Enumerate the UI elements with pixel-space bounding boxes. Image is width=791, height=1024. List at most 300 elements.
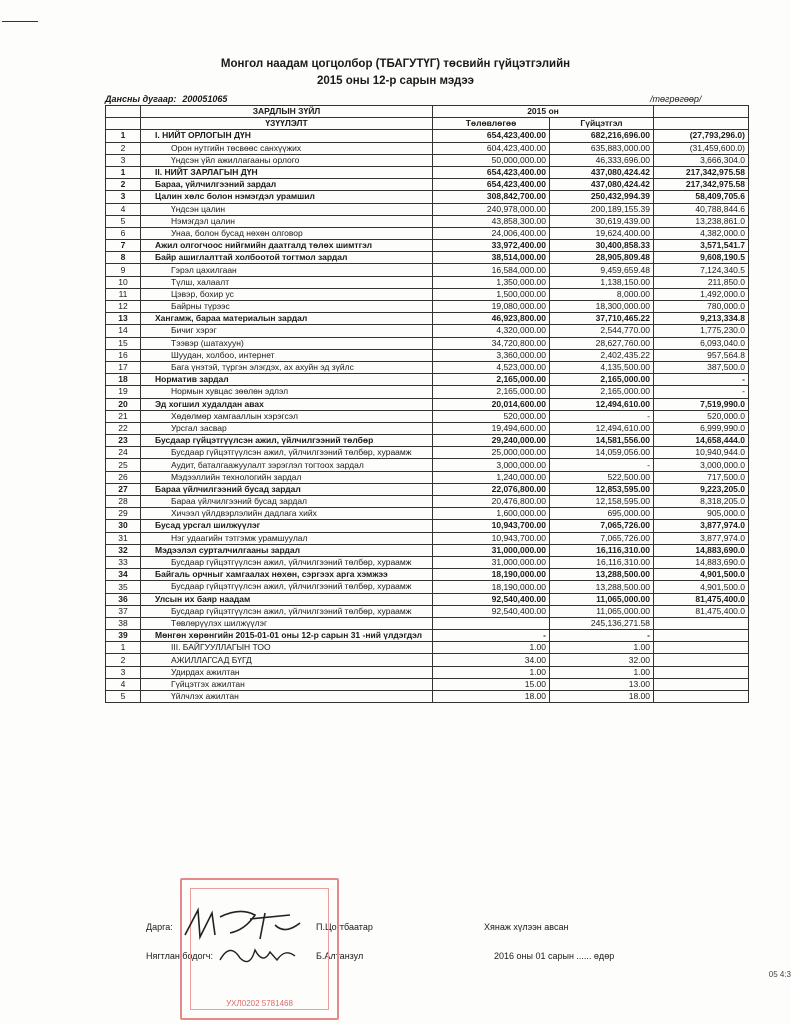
row-label: Эд хогшил худалдан авах [141, 398, 433, 410]
row-difference [654, 691, 749, 703]
row-difference [654, 630, 749, 642]
row-actual: 2,402,435.22 [550, 349, 654, 361]
row-number: 37 [106, 605, 141, 617]
row-plan: 19,080,000.00 [433, 301, 550, 313]
row-actual: 37,710,465.22 [550, 313, 654, 325]
row-plan: 18,190,000.00 [433, 581, 550, 593]
row-label: Удирдах ажилтан [141, 666, 433, 678]
row-label: Аудит, баталгаажуулалт зэрэглэл тогтоох зардал [141, 459, 433, 471]
row-difference: (31,459,600.0) [654, 142, 749, 154]
row-plan: 29,240,000.00 [433, 435, 550, 447]
row-label: Бусдаар гүйцэтгүүлсэн ажил, үйлчилгээний төлбөр, хураамж [141, 556, 433, 568]
row-plan: 1,240,000.00 [433, 471, 550, 483]
row-number: 26 [106, 471, 141, 483]
row-plan: 25,000,000.00 [433, 447, 550, 459]
row-label: Бусдаар гүйцэтгүүлсэн ажил, үйлчилгээний төлбөр, хураамж [141, 581, 433, 593]
row-number: 13 [106, 313, 141, 325]
row-plan: 3,000,000.00 [433, 459, 550, 471]
row-plan: 654,423,400.00 [433, 166, 550, 178]
row-plan: 92,540,400.00 [433, 605, 550, 617]
table-row [106, 240, 749, 252]
row-label: Хичээл үйлдвэрлэлийн дадлага хийх [141, 508, 433, 520]
row-label: Мэдээллийн технологийн зардал [141, 471, 433, 483]
row-actual: 28,627,760.00 [550, 337, 654, 349]
col-actual-header: Гүйцэтгэл [550, 118, 654, 130]
row-difference: 520,000.0 [654, 410, 749, 422]
row-number: 6 [106, 227, 141, 239]
row-plan: 1.00 [433, 642, 550, 654]
accountant-label: Нягтлан бодогч: [146, 951, 213, 961]
row-difference: 3,877,974.0 [654, 520, 749, 532]
row-plan: 2,165,000.00 [433, 386, 550, 398]
table-row [106, 166, 749, 178]
row-difference: - [654, 386, 749, 398]
row-label: Норматив зардал [141, 374, 433, 386]
director-label: Дарга: [146, 922, 173, 932]
table-row [106, 691, 749, 703]
row-label: Бусад урсгал шилжүүлэг [141, 520, 433, 532]
row-actual: 522,500.00 [550, 471, 654, 483]
row-number: 27 [106, 483, 141, 495]
row-number: 35 [106, 581, 141, 593]
row-plan: 654,423,400.00 [433, 130, 550, 142]
row-number: 12 [106, 301, 141, 313]
row-label: Бага үнэтэй, түргэн элэгдэх, ах ахуйн эд зүйлс [141, 361, 433, 373]
row-plan: 38,514,000.00 [433, 252, 550, 264]
row-actual: 11,065,000.00 [550, 605, 654, 617]
table-row [106, 654, 749, 666]
row-number: 14 [106, 325, 141, 337]
table-row [106, 252, 749, 264]
row-actual: 437,080,424.42 [550, 166, 654, 178]
accountant-name: Б.Алтанзул [316, 951, 364, 961]
row-difference: 211,850.0 [654, 276, 749, 288]
row-label: Түлш, халаалт [141, 276, 433, 288]
row-difference: 14,883,690.0 [654, 556, 749, 568]
row-difference: 3,877,974.0 [654, 532, 749, 544]
row-label: Нэг удаагийн тэтгэмж урамшуулал [141, 532, 433, 544]
row-number: 3 [106, 191, 141, 203]
row-number: 4 [106, 678, 141, 690]
row-number: 36 [106, 593, 141, 605]
table-row [106, 459, 749, 471]
row-label: Бусдаар гүйцэтгүүлсэн ажил, үйлчилгээний төлбөр, хураамж [141, 447, 433, 459]
table-row [106, 556, 749, 568]
table-row [106, 605, 749, 617]
row-difference: 9,608,190.5 [654, 252, 749, 264]
row-plan: 4,523,000.00 [433, 361, 550, 373]
row-plan: 240,978,000.00 [433, 203, 550, 215]
row-label: Цэвэр, бохир ус [141, 288, 433, 300]
row-label: Цалин хөлс болон нэмэгдэл урамшил [141, 191, 433, 203]
table-row [106, 374, 749, 386]
row-plan: 43,858,300.00 [433, 215, 550, 227]
row-label: III. БАЙГУУЛЛАГЫН ТОО [141, 642, 433, 654]
row-number: 10 [106, 276, 141, 288]
row-actual: 46,333,696.00 [550, 154, 654, 166]
row-number: 2 [106, 142, 141, 154]
row-difference: 81,475,400.0 [654, 593, 749, 605]
row-number: 39 [106, 630, 141, 642]
row-actual: 4,135,500.00 [550, 361, 654, 373]
row-difference: 4,382,000.0 [654, 227, 749, 239]
row-label: Бусдаар гүйцэтгүүлсэн ажил, үйлчилгээний төлбөр [141, 435, 433, 447]
row-plan [433, 617, 550, 629]
row-plan: 520,000.00 [433, 410, 550, 422]
table-row [106, 617, 749, 629]
row-label: Гүйцэтгэх ажилтан [141, 678, 433, 690]
row-difference: 217,342,975.58 [654, 166, 749, 178]
row-number: 29 [106, 508, 141, 520]
row-number: 1 [106, 166, 141, 178]
budget-table [105, 105, 749, 703]
row-difference: 905,000.0 [654, 508, 749, 520]
row-difference [654, 642, 749, 654]
row-actual: 1.00 [550, 642, 654, 654]
corner-mark [2, 21, 38, 22]
row-difference [654, 654, 749, 666]
report-subtitle: 2015 оны 12-р сарын мэдээ [316, 75, 475, 87]
row-actual: - [550, 459, 654, 471]
row-number: 22 [106, 422, 141, 434]
row-actual: 30,619,439.00 [550, 215, 654, 227]
row-plan: 20,476,800.00 [433, 496, 550, 508]
row-actual: 7,065,726.00 [550, 520, 654, 532]
row-label: АЖИЛЛАГСАД БҮГД [141, 654, 433, 666]
row-label: Мөнгөн хөрөнгийн 2015-01-01 оны 12-р сарын 31 -ний үлдэгдэл [141, 630, 433, 642]
col-plan-header: Төлөвлөгөө [433, 118, 550, 130]
table-row [106, 154, 749, 166]
row-difference: 957,564.8 [654, 349, 749, 361]
row-number: 34 [106, 569, 141, 581]
row-number: 18 [106, 374, 141, 386]
row-label: Бараа үйлчилгээний бусад зардал [141, 483, 433, 495]
row-label: Шуудан, холбоо, интернет [141, 349, 433, 361]
row-difference: 9,213,334.8 [654, 313, 749, 325]
row-difference: 13,238,861.0 [654, 215, 749, 227]
row-number: 30 [106, 520, 141, 532]
row-plan: 10,943,700.00 [433, 520, 550, 532]
table-row [106, 386, 749, 398]
row-actual: 635,883,000.00 [550, 142, 654, 154]
row-number: 11 [106, 288, 141, 300]
table-row [106, 276, 749, 288]
row-label: Бусдаар гүйцэтгүүлсэн ажил, үйлчилгээний төлбөр, хураамж [141, 605, 433, 617]
row-difference: 780,000.0 [654, 301, 749, 313]
row-number: 20 [106, 398, 141, 410]
row-actual: 11,065,000.00 [550, 593, 654, 605]
table-row [106, 264, 749, 276]
table-row [106, 179, 749, 191]
row-actual: 695,000.00 [550, 508, 654, 520]
row-plan: 654,423,400.00 [433, 179, 550, 191]
stamp-text: УХЛ0202 5781468 [226, 999, 293, 1008]
table-row [106, 361, 749, 373]
table-row [106, 520, 749, 532]
table-row [106, 398, 749, 410]
row-number: 4 [106, 203, 141, 215]
row-actual: 250,432,994.39 [550, 191, 654, 203]
table-row [106, 532, 749, 544]
row-label: Байрны түрээс [141, 301, 433, 313]
table-row [106, 349, 749, 361]
row-actual: 14,059,056.00 [550, 447, 654, 459]
account-number: 200051065 [182, 94, 228, 104]
row-actual: 13,288,500.00 [550, 569, 654, 581]
table-row [106, 569, 749, 581]
row-difference: 1,775,230.0 [654, 325, 749, 337]
table-row [106, 301, 749, 313]
row-number: 9 [106, 264, 141, 276]
row-actual: 16,116,310.00 [550, 544, 654, 556]
table-row [106, 325, 749, 337]
row-label: Байгаль орчныг хамгаалах нөхөн, сэргээх арга хэмжээ [141, 569, 433, 581]
row-plan: 15.00 [433, 678, 550, 690]
row-plan: 1.00 [433, 666, 550, 678]
row-actual: - [550, 410, 654, 422]
row-plan: 31,000,000.00 [433, 544, 550, 556]
row-number: 3 [106, 666, 141, 678]
row-label: Үйлчлэх ажилтан [141, 691, 433, 703]
accountant-signature [215, 940, 305, 970]
row-actual: 7,065,726.00 [550, 532, 654, 544]
row-plan: 34,720,800.00 [433, 337, 550, 349]
row-difference [654, 678, 749, 690]
row-label: II. НИЙТ ЗАРЛАГЫН ДҮН [141, 166, 433, 178]
row-label: Хангамж, бараа материалын зардал [141, 313, 433, 325]
row-number: 16 [106, 349, 141, 361]
row-label: Ажил олгогчоос нийгмийн даатгалд төлөх шимтгэл [141, 240, 433, 252]
row-actual: 12,853,595.00 [550, 483, 654, 495]
row-number: 19 [106, 386, 141, 398]
row-actual: 437,080,424.42 [550, 179, 654, 191]
table-row [106, 496, 749, 508]
table-row [106, 666, 749, 678]
row-difference: 1,492,000.0 [654, 288, 749, 300]
row-label: Улсын их баяр наадам [141, 593, 433, 605]
row-number: 17 [106, 361, 141, 373]
row-label: Унаа, болон бусад нөхөн олговор [141, 227, 433, 239]
row-actual: 18,300,000.00 [550, 301, 654, 313]
row-number: 21 [106, 410, 141, 422]
table-row [106, 678, 749, 690]
row-difference: 14,883,690.0 [654, 544, 749, 556]
row-difference: 4,901,500.0 [654, 581, 749, 593]
row-number: 33 [106, 556, 141, 568]
row-plan: 50,000,000.00 [433, 154, 550, 166]
row-number: 25 [106, 459, 141, 471]
row-actual: 12,494,610.00 [550, 398, 654, 410]
row-actual: 1.00 [550, 666, 654, 678]
table-row [106, 471, 749, 483]
row-actual: 14,581,556.00 [550, 435, 654, 447]
row-difference: 7,124,340.5 [654, 264, 749, 276]
row-plan: 24,006,400.00 [433, 227, 550, 239]
row-plan: 22,076,800.00 [433, 483, 550, 495]
row-label: Хөдөлмөр хамгааллын хэрэгсэл [141, 410, 433, 422]
table-row [106, 130, 749, 142]
row-number: 2 [106, 654, 141, 666]
account-label: Дансны дугаар: [105, 94, 177, 104]
row-number: 24 [106, 447, 141, 459]
row-label: I. НИЙТ ОРЛОГЫН ДҮН [141, 130, 433, 142]
table-row [106, 215, 749, 227]
row-actual: 16,116,310.00 [550, 556, 654, 568]
row-actual: 8,000.00 [550, 288, 654, 300]
row-label: Урсгал засвар [141, 422, 433, 434]
row-actual: 245,136,271.58 [550, 617, 654, 629]
row-plan: 3,360,000.00 [433, 349, 550, 361]
row-actual: 12,158,595.00 [550, 496, 654, 508]
row-label: Төвлөрүүлэх шилжүүлэг [141, 617, 433, 629]
row-number: 3 [106, 154, 141, 166]
row-actual: 1,138,150.00 [550, 276, 654, 288]
director-signature [180, 905, 310, 945]
col-year-header: 2015 он [433, 106, 654, 118]
row-label: Үндсэн цалин [141, 203, 433, 215]
row-difference: 14,658,444.0 [654, 435, 749, 447]
col-indicator-header: ҮЗҮҮЛЭЛТ [141, 118, 433, 130]
table-row [106, 191, 749, 203]
row-number: 31 [106, 532, 141, 544]
row-number: 8 [106, 252, 141, 264]
row-actual: 13.00 [550, 678, 654, 690]
row-difference: 7,519,990.0 [654, 398, 749, 410]
row-actual: 28,905,809.48 [550, 252, 654, 264]
row-difference: 58,409,705.6 [654, 191, 749, 203]
row-number: 38 [106, 617, 141, 629]
row-difference: 3,571,541.7 [654, 240, 749, 252]
table-row [106, 581, 749, 593]
row-plan: 10,943,700.00 [433, 532, 550, 544]
row-actual: 19,624,400.00 [550, 227, 654, 239]
row-plan: 4,320,000.00 [433, 325, 550, 337]
row-plan: 2,165,000.00 [433, 374, 550, 386]
row-difference: - [654, 374, 749, 386]
row-actual: 9,459,659.48 [550, 264, 654, 276]
row-number: 7 [106, 240, 141, 252]
table-row [106, 203, 749, 215]
row-actual: 200,189,155.39 [550, 203, 654, 215]
row-difference: 9,223,205.0 [654, 483, 749, 495]
row-actual: 2,165,000.00 [550, 374, 654, 386]
row-label: Байр ашиглалттай холбоотой тогтмол зардал [141, 252, 433, 264]
row-plan: 33,972,400.00 [433, 240, 550, 252]
received-label: Хянаж хүлээн авсан [484, 922, 569, 932]
row-plan: 46,923,800.00 [433, 313, 550, 325]
row-difference: 6,093,040.0 [654, 337, 749, 349]
col-section-header: ЗАРДЛЫН ЗҮЙЛ [141, 106, 433, 118]
row-number: 1 [106, 642, 141, 654]
row-plan: 92,540,400.00 [433, 593, 550, 605]
row-number: 28 [106, 496, 141, 508]
row-plan: 34.00 [433, 654, 550, 666]
row-plan: 18,190,000.00 [433, 569, 550, 581]
row-label: Орон нутгийн төсвөөс санхүүжих [141, 142, 433, 154]
row-plan: 31,000,000.00 [433, 556, 550, 568]
table-row [106, 288, 749, 300]
row-difference: 40,788,844.6 [654, 203, 749, 215]
table-row [106, 410, 749, 422]
row-difference: (27,793,296.0) [654, 130, 749, 142]
row-actual: 12,494,610.00 [550, 422, 654, 434]
table-row [106, 227, 749, 239]
row-difference: 4,901,500.0 [654, 569, 749, 581]
currency-unit: /төгрөгөөр/ [650, 94, 702, 104]
row-label: Үндсэн үйл ажиллагааны орлого [141, 154, 433, 166]
row-difference: 717,500.0 [654, 471, 749, 483]
row-label: Нормын хувцас зөөлөн эдлэл [141, 386, 433, 398]
row-actual: - [550, 630, 654, 642]
row-label: Бараа, үйлчилгээний зардал [141, 179, 433, 191]
row-difference [654, 666, 749, 678]
row-number: 15 [106, 337, 141, 349]
date-line: 2016 оны 01 сарын ...... өдөр [494, 951, 615, 961]
row-difference: 81,475,400.0 [654, 605, 749, 617]
row-actual: 682,216,696.00 [550, 130, 654, 142]
row-plan: 604,423,400.00 [433, 142, 550, 154]
table-row [106, 447, 749, 459]
row-plan: 1,350,000.00 [433, 276, 550, 288]
row-number: 23 [106, 435, 141, 447]
row-number: 32 [106, 544, 141, 556]
table-row [106, 508, 749, 520]
row-actual: 13,288,500.00 [550, 581, 654, 593]
table-row [106, 544, 749, 556]
row-plan: 20,014,600.00 [433, 398, 550, 410]
account-info [105, 94, 227, 104]
row-actual: 2,544,770.00 [550, 325, 654, 337]
row-difference: 217,342,975.58 [654, 179, 749, 191]
row-number: 1 [106, 130, 141, 142]
row-plan: 308,842,700.00 [433, 191, 550, 203]
row-difference [654, 617, 749, 629]
row-difference: 387,500.0 [654, 361, 749, 373]
row-difference: 8,318,205.0 [654, 496, 749, 508]
side-note: 05 4:3 [768, 970, 791, 979]
table-row [106, 630, 749, 642]
table-row [106, 337, 749, 349]
row-plan: 18.00 [433, 691, 550, 703]
row-difference: 3,666,304.0 [654, 154, 749, 166]
row-plan: 19,494,600.00 [433, 422, 550, 434]
report-title: Монгол наадам цогцолбор (ТБАГУТҮГ) төсвийн гүйцэтгэлийн [220, 58, 571, 70]
table-row [106, 422, 749, 434]
director-name: П.Цогтбаатар [316, 922, 373, 932]
table-row [106, 642, 749, 654]
table-row [106, 593, 749, 605]
row-label: Гэрэл цахилгаан [141, 264, 433, 276]
row-difference: 10,940,944.0 [654, 447, 749, 459]
row-actual: 32.00 [550, 654, 654, 666]
row-label: Тээвэр (шатахуун) [141, 337, 433, 349]
row-plan: 16,584,000.00 [433, 264, 550, 276]
row-label: Нэмэгдэл цалин [141, 215, 433, 227]
row-difference: 6,999,990.0 [654, 422, 749, 434]
table-row [106, 142, 749, 154]
table-row [106, 435, 749, 447]
row-label: Мэдээлэл сурталчилгааны зардал [141, 544, 433, 556]
row-plan: - [433, 630, 550, 642]
row-label: Бараа үйлчилгээний бусад зардал [141, 496, 433, 508]
row-actual: 30,400,858.33 [550, 240, 654, 252]
row-plan: 1,500,000.00 [433, 288, 550, 300]
row-number: 2 [106, 179, 141, 191]
row-number: 5 [106, 691, 141, 703]
row-plan: 1,600,000.00 [433, 508, 550, 520]
row-difference: 3,000,000.0 [654, 459, 749, 471]
row-actual: 2,165,000.00 [550, 386, 654, 398]
